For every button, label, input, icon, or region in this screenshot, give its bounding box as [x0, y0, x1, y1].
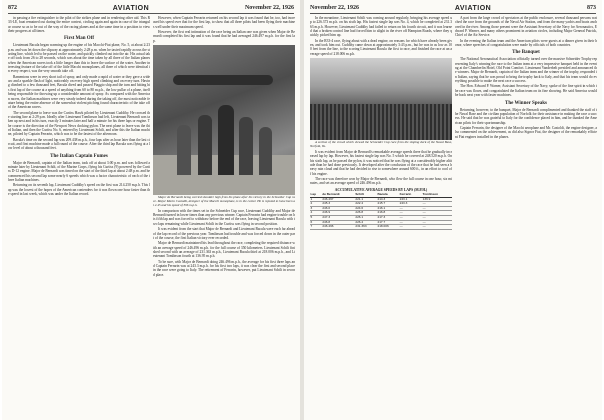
photo-caption: Major de Bernardi being carried shoulder high from his plane after his victory in the Schneider Cup race. Major Mario Castoldi, designer of the Macchi monoplane, is in the center. He is reputed to have been at 2.45 and his speed of 396 m.p.h.: [153, 195, 295, 207]
table-cell: 216.8: [377, 211, 399, 216]
right-page-number: 873: [587, 5, 596, 11]
right-column-1: [310, 16, 452, 416]
photo-crowd: [310, 58, 452, 140]
table-header: de Bernardi: [322, 193, 355, 197]
table-cell: —: [399, 206, 422, 211]
table-cell: 217.7: [377, 220, 399, 225]
right-page-header: [310, 4, 596, 14]
table-cell: 246.497: [322, 197, 355, 202]
table-cell: 246.8: [322, 220, 355, 225]
paragraph: Ramentons were in very short tail of spray, and only made a rapid of water or they gave a wide arc and a sparkle flash of light, noticeably on every high speed climbing and on every turn. Having climbed to a few thousand feet, Bacula dived and passed Piaggio ship and the turn and hitting his first lap of the course at a speed of anything from 60 to 80 m.p.h., the low pullar of a plane, itself being responsible for throwing up a considerable amount of spray. As compared with the American racers, the Italian machines were very steady indeed during the taking off, the most noticeable feature being the entire absence of the somewhat violent pitching found characteristic of the take off of the American racers.: [8, 74, 150, 110]
table-cell: 222.4: [355, 202, 377, 207]
table-cell: 214.3: [377, 197, 399, 202]
paragraph: Major de Bernardi maintained his lead throughout the race, completing the required distance with an average speed of 246.496 m.p.h. for the full course of 350 kilometers. Lieutenant Schilt finished second with an average of 231.363 m.p.h., Lieutenant Bacula third at 218.006 m.p.h., and Lieutenant Tomlinson fourth at 136.95 m.p.h.: [153, 241, 295, 259]
table-cell: —: [422, 220, 452, 225]
paragraph: To be sure, with Major de Bernardi doing 246.496 m.p.h., the average for his first three laps and Captain Ferrarin was at 243.3 m.p.h. for his first two laps, it was clear the first and second place in the race were going to Italy. The retirement of Ferrarin, however, put Lieutenant Schilt in second place.: [153, 259, 295, 277]
paragraph: In the meantime, Lieutenant Schilt was coming around regularly, bringing his average speed up to 226.373 m.p.h. on his sixth lap. His fastest single lap was No. 4, which he completed at 231.363 m.p.h. However, Lieutenant Cuddihy had failed to return on his fourth circuit, and it was learned that a broken control line had forced him to alight in the river off Hampton Roads, where they quickly picked him up.: [310, 16, 452, 38]
table-cell: —: [399, 220, 422, 225]
paragraph: The Hon. Edward P. Warner, Assistant Secretary of the Navy, spoke of the fine spirit in which the race was flown, and congratulated the Italian team on its fine showing. He said America would be back next year with faster machines.: [455, 84, 597, 98]
table-cell: 246.0: [322, 206, 355, 211]
table-cell: 217.3: [377, 215, 399, 220]
section-heading: The Italian Captain Fumes: [50, 153, 108, 159]
table-cell: —: [422, 215, 452, 220]
paragraph: in passing a fire extinguisher to the pilot of the strikes plane and in rendering other aid. This R33-LE, boat remained out during the entire contest, circling again and again in case of the triangular course so as to be out of the way of the racing planes and at the same time in a position to view their progress at all times.: [8, 16, 150, 34]
table-cell: —: [399, 215, 422, 220]
table-cell: 1: [310, 197, 322, 202]
table-cell: —: [422, 211, 452, 216]
left-page-header: [8, 4, 294, 14]
table-cell: 245.3: [322, 202, 355, 207]
photo-de-bernardi-carried: [153, 45, 295, 195]
table-cell: 221.1: [355, 197, 377, 202]
table-cell: 2: [310, 202, 322, 207]
section-heading: First Man Off: [64, 36, 94, 42]
table-cell: 246.496: [322, 225, 355, 230]
right-masthead: AVIATION: [454, 4, 492, 12]
section-heading: The Banquet: [512, 50, 540, 56]
table-cell: 231.363: [355, 225, 377, 230]
table-cell: 3: [310, 206, 322, 211]
table-cell: —: [399, 211, 422, 216]
table-cell: 226.8: [355, 211, 377, 216]
paragraph: The National Aeronautical Association officially turned over the massive Schneider Trophy representing Italy's winning the race to the Italian team at a very impressive banquet held in the evening at the Chamberlin Hotel, Old Point Comfort. Lieutenant Vanderbelt presided and announced the winners. Major de Bernardi, captain of the Italian team and the winner of the trophy, responded in Italian, saying that he was proud to bring the trophy back to Italy, and that his team would do everything possible to make the next race a success.: [455, 57, 597, 84]
paragraph: It was evident from the start that Major de Bernardi and Lieutenant Bacula were each far ahead of the lap record of the previous year. Tomlinson had trouble and was forced down in the outer part of the course, the first Italian victory ever recorded.: [153, 227, 295, 240]
table-header: Lap: [310, 193, 322, 197]
paragraph: Returning on its seventh lap, Lieutenant Cuddihy's speed on the first was 214.250 m.p.h. This lap was the lowest of the hopes of the American contenders for it was flown one hour faster than the speed in last week, which was under the Italian record.: [8, 183, 150, 197]
table-cell: 226.1: [355, 215, 377, 220]
paragraph: Bacula's time on the second lap was 209.438 m.p.h., four laps after as hour later than the last circuit, and first machine made a full round of the course. After the third lap Bacula was flying at a low level of about a thousand feet.: [8, 137, 150, 151]
left-column-1: [8, 16, 150, 416]
paragraph: It was evident from Major de Bernardi's remarkable average speeds there that he gradually increased lap by lap. However, his fastest single lap was No. 5 which he covered at 248.520 m.p.h. On his sixth lap, as he passed the pylon, it was noticed that he was flying at a considerably higher altitude than he had done previously. It developed after the conclusion of the race that he had seen a heavy rain cloud and that he had decided to rise to somewhere around 600 ft., in an effort to cool off his engine.: [310, 149, 452, 176]
table-cell: 136.9: [422, 197, 452, 202]
left-page-date: November 22, 1926: [244, 5, 294, 11]
speeds-table: [310, 193, 452, 230]
table-cell: 224.6: [355, 206, 377, 211]
paragraph: However, when Captain Ferrarin returned on his second lap it was found that he, too, had increased his speed over that for the first lap, to show that all three pilots had been flying their machines well under their maximum speed.: [153, 16, 295, 29]
paragraph: The second plane to leave was the Curtiss Hawk piloted by Lieutenant Cuddihy. He crossed the starting line at 2:29 p.m. Ideally after Lieutenant Tomlinson had left, Lieutenant Bernardi was taken up next and in his turn, exactly 3 minutes later and half a minute for his three laps or engine. The course is the direction of the Newport News docking pylon. The next plane to leave was the third Italian, and then the Curtiss No. 6, entered by Lieutenant Schilt, and after this the Italian machine, piloted by Captain Ferrarin, which was to be the fastest of the afternoon.: [8, 110, 150, 137]
table-cell: 243.1: [399, 197, 422, 202]
table-cell: 215.7: [377, 202, 399, 207]
paragraph: A part from the large crowd of spectators at the public enclosure, several thousand persons watched the race from the grounds of the Naval Air Station, and from the many yachts and boats anchored in the river. Among those present were the Assistant Secretary of the Navy for Aeronautics, Edward P. Warner, and many others prominent in aviation circles, including Major General Patrick, Chief of the Air Service.: [455, 16, 597, 38]
table-cell: —: [399, 225, 422, 230]
table-cell: 247.3: [322, 215, 355, 220]
table-cell: 4: [310, 211, 322, 216]
section-heading: The Winner Speaks: [505, 100, 547, 106]
left-masthead: AVIATION: [112, 4, 150, 12]
table-row: [310, 225, 452, 230]
table-cell: 5: [310, 215, 322, 220]
paragraph: In the R33-4 race, flying about with a dead engine, on reasons for which have already been given, and took him out. Cuddihy came down at approximately 3:43 p.m., but he was in as low as 100 feet from the line, to the scoring Lieutenant Bacula the first to race, and finished the race at an average speed of 218.006 m.p.h.: [310, 38, 452, 56]
paragraph: In the evening the Italian team and the American pilots were guests at a dinner given in their honor, where speeches of congratulation were made by officials of both countries.: [455, 38, 597, 48]
table-header: Tomlinson: [422, 193, 452, 197]
paragraph: The race was therefore won by Major de Bernardi, who flew the full course in one hour, six minutes, and set an average speed of 246.496 m.p.h.: [310, 176, 452, 186]
right-column-2: [455, 16, 597, 416]
paragraph: Captain Ferrarin, the designer of the Macchi aeroplane and Mr. Castoldi, the engine designer, also commented on the achievement, as did also Signor Fiat, the designer of the remarkably efficient Fiat engines installed in the planes.: [455, 125, 597, 139]
paragraph: Lieutenant Bacula began warming up the engine of his Macchi-Fiat plane, No. 5, at about 2:23 p.m. and was let down the slipway at approximately 2:28 p.m. when he taxied rapidly across the starting line, which led to be passed on the water, and quickly climbed out into the air. His actual take off took from 26 to 28 seconds, which was about the time taken by all three of the Italian planes when the American racers took a little longer than this to leave the surface of the water. Another interesting feature of the take off of the little Macchi monoplanes, all three of which were identical in every respect, was the very smooth take off.: [8, 43, 150, 74]
table-header: Bacula: [377, 193, 399, 197]
paragraph: However, the first real intimation of the race being an Italian one was given when Major de Bernardi completed his first lap and it was found that he had averaged 246.497 m.p.h. for the first lap.: [153, 30, 295, 43]
table-cell: 243.3: [399, 202, 422, 207]
table-header: Ferrarin: [399, 193, 422, 197]
paragraph: In comparison with the times set in the Schneider Cup race, Lieutenant Cuddihy and Major de Bernardi turned in lower times than any previous winner. Captain Ferrarin had engine trouble on his fifth lap and was forced to withdraw before the end of the race, leaving Lieutenant Bacula with two laps remaining while Lieutenant Schilt in the Curtiss was flying in second position.: [153, 208, 295, 226]
photo-caption: A section of the crowd which viewed the Schneider Cup race from the sloping deck of the Naval Base, Norfolk, Va.: [310, 140, 452, 148]
table-cell: 216.1: [377, 206, 399, 211]
table-header: Schilt: [355, 193, 377, 197]
speeds-table-title: ACCUMULATIVE AVERAGE SPEEDS BY LAPS (M.P.H.): [334, 187, 428, 192]
left-page: [2, 0, 300, 420]
table-cell: —: [422, 225, 452, 230]
right-page: [304, 0, 602, 420]
table-cell: 7: [310, 225, 322, 230]
table-cell: 226.4: [355, 220, 377, 225]
right-page-date: November 22, 1926: [310, 5, 360, 11]
paragraph: Major de Bernardi, captain of the Italian team, took off at about 3:00 p.m. and was followed a minute later by Lieutenant Schilt, of the Marine Corps, flying his Curtiss (9) powered by the Curtiss D-12 engine. Major de Bernardi was timed on the start of the third lap at about 2:48 p.m. and he commenced his second lap some nearly 6 speeds which was a factor characteristic of each of the three Italian machines.: [8, 160, 150, 182]
table-cell: —: [422, 206, 452, 211]
table-cell: 246.9: [322, 211, 355, 216]
left-column-2: [153, 16, 295, 416]
table-cell: —: [422, 202, 452, 207]
left-page-number: 872: [8, 5, 17, 11]
table-cell: 218.006: [377, 225, 399, 230]
table-cell: 6: [310, 220, 322, 225]
paragraph: Returning, however, to the banquet, Major de Bernardi complimented and thanked the staff of the Naval Base and the civilian population of Norfolk for their assistance in making the race a success. He said that he was grateful to Italy for the confidence placed in him, and he thanked the American pilots for their sportsmanship.: [455, 107, 597, 125]
